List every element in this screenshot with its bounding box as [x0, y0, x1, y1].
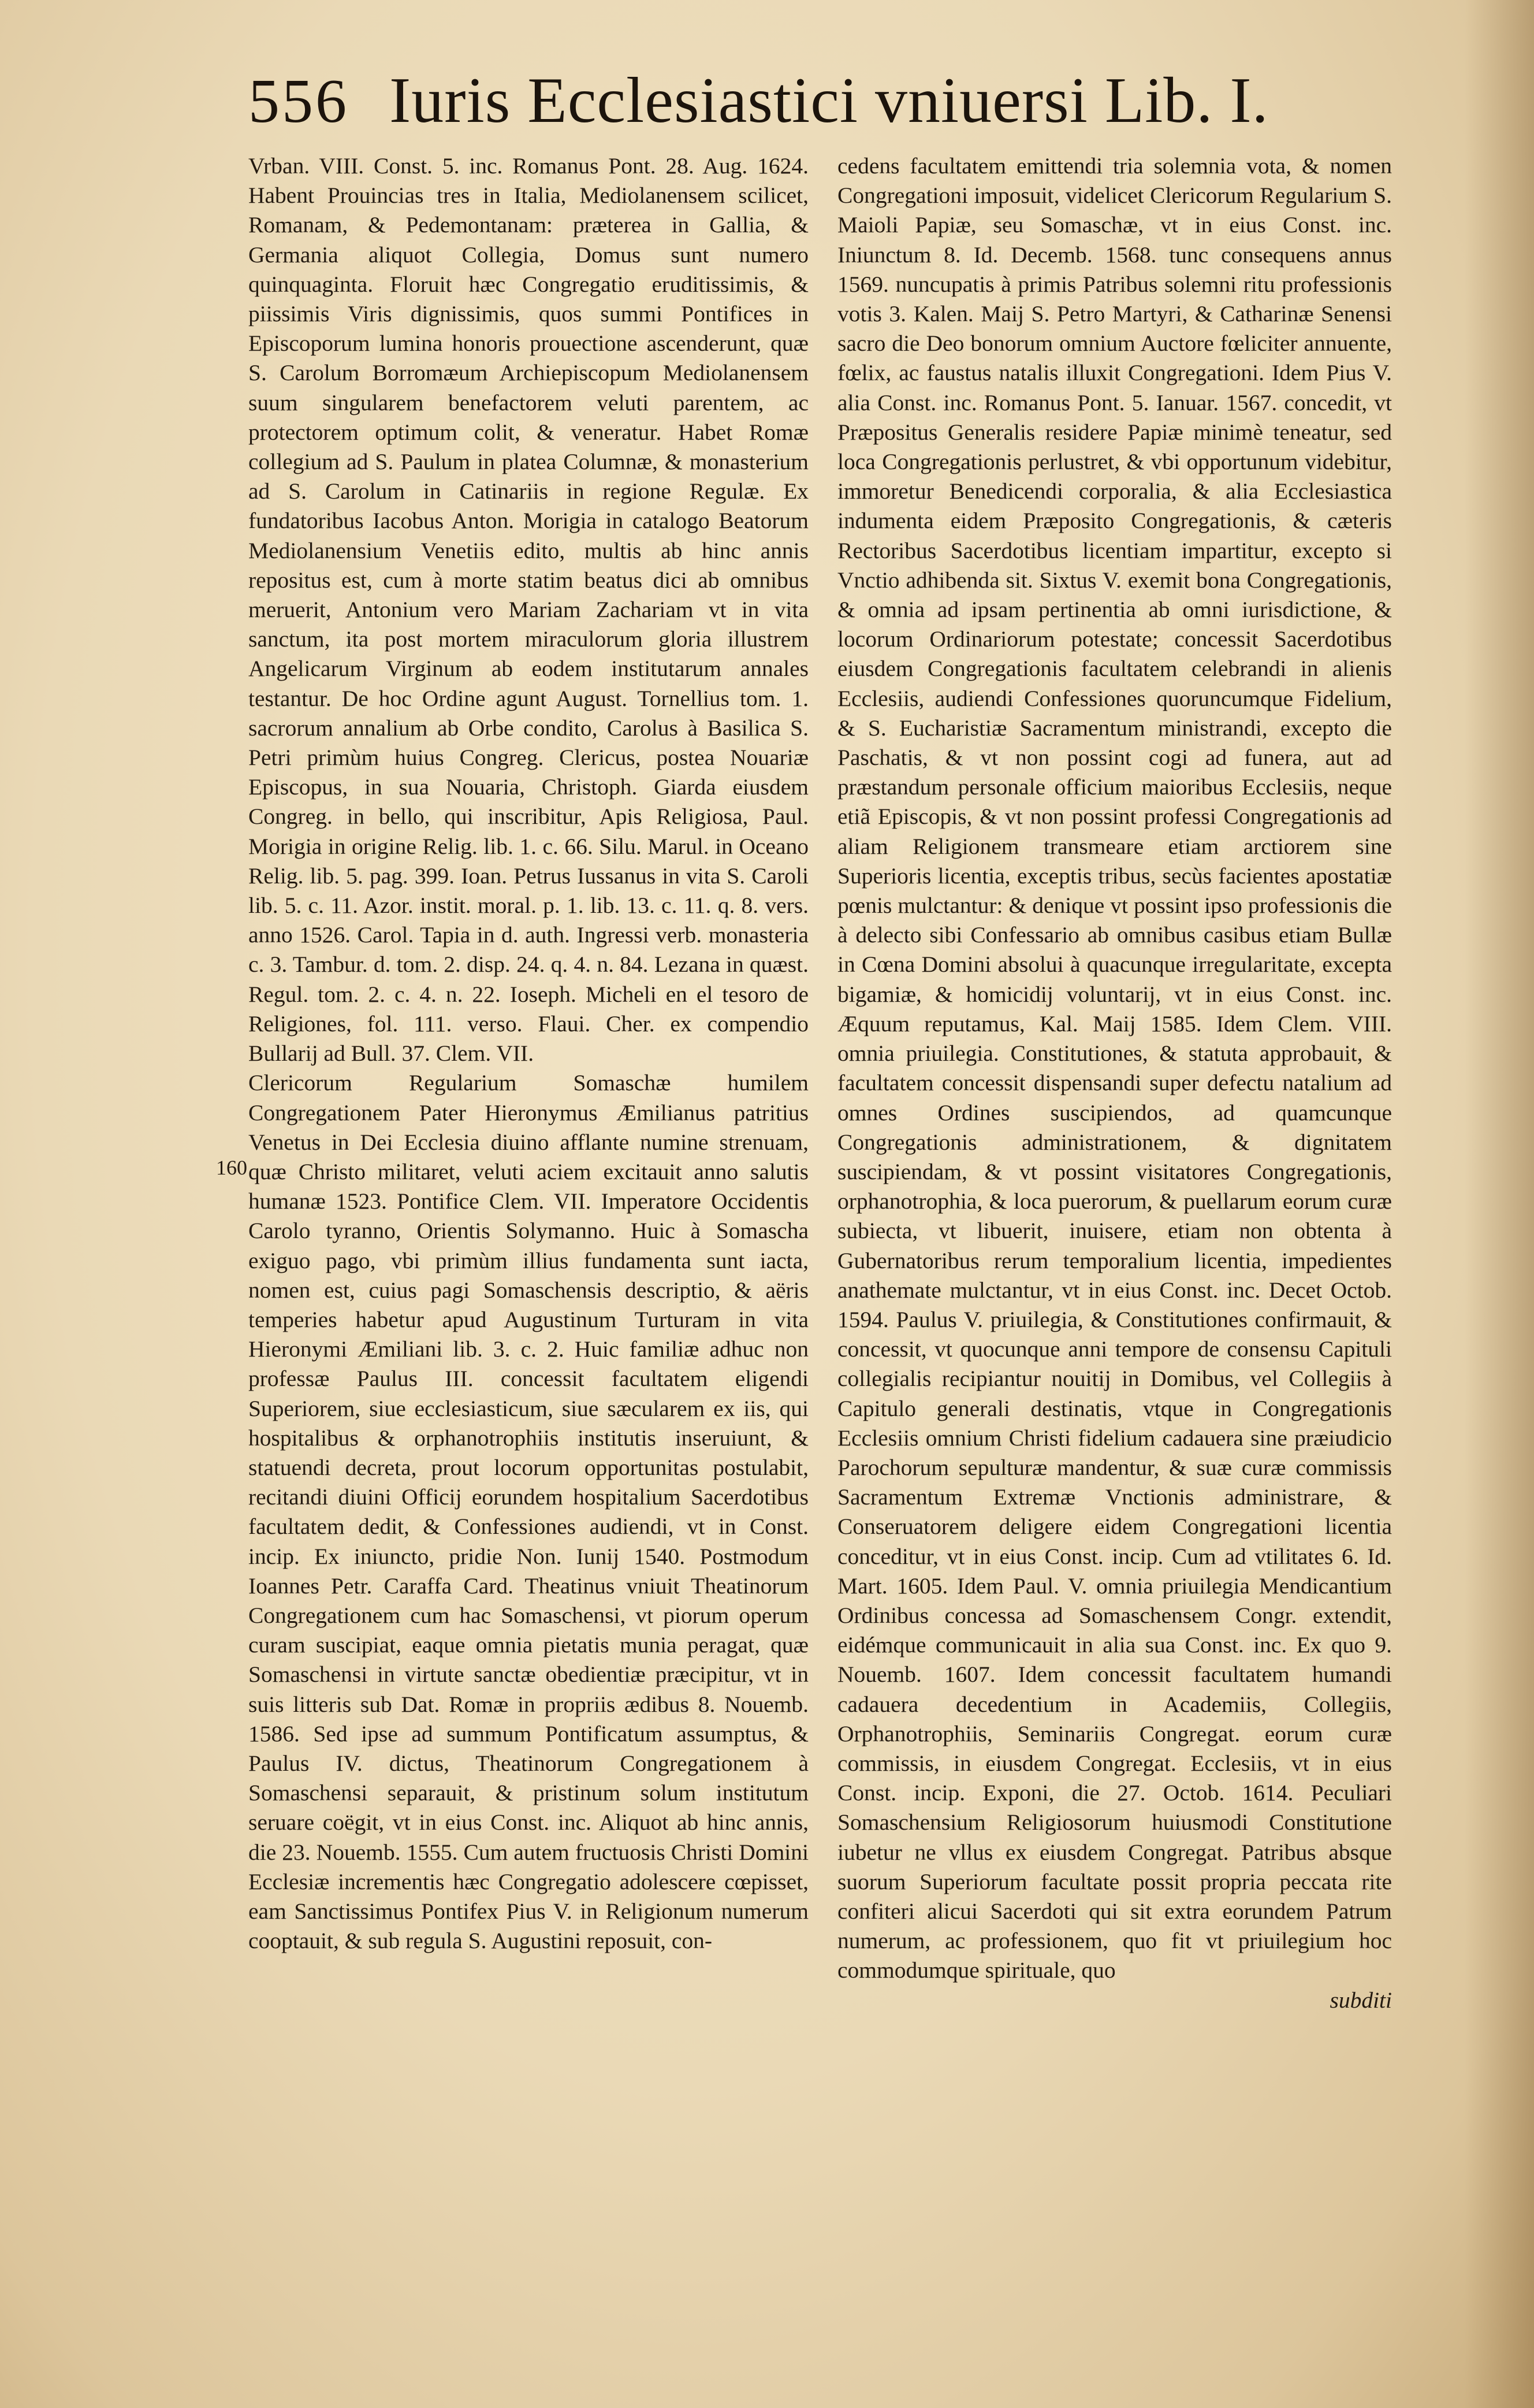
page-header [248, 64, 1269, 150]
page-number: 556 [248, 67, 349, 136]
right-column [837, 151, 1392, 2381]
left-column [248, 151, 809, 2364]
margin-section-number: 160 [216, 1156, 247, 1179]
catchword: subditi [1330, 1987, 1392, 2013]
right-paragraph-1: cedens facultatem emittendi tria solemnia vota, & nomen Congregationi imposuit, videlicet Clericorum Regularium S. Maioli Papiæ, seu Somaschæ, vt in eius Const. inc. Iniunctum 8. Id. Decemb. 1568. tunc consequens annus 1569. nuncupatis à primis Patribus solemni ritu professionis votis 3. Kalen. Maij S. Petro Martyri, & Catharinæ Senensi sacro die Deo bonorum omnium Auctore fœliciter annuente, fœlix, ac faustus natalis illuxit Congregationi. Idem Pius V. alia Const. inc. Romanus Pont. 5. Ianuar. 1567. concedit, vt Præpositus Generalis residere Papiæ minimè teneatur, sed loca Congregationis perlustret, & vbi opportunum videbitur, immoretur Benedicendi corporalia, & alia Ecclesiastica indumenta eidem Præposito Congregationis, & cæteris Rectoribus Sacerdotibus licentiam impartitur, excepto si Vnctio adhibenda sit. Sixtus V. exemit bona Congregationis, & omnia ad ipsam pertinentia ab omni iurisdictione, & locorum Ordinariorum potestate; concessit Sacerdotibus eiusdem Congregationis facultatem celebrandi in alienis Ecclesiis, audiendi Confessiones quoruncumque Fidelium, & S. Eucharistiæ Sacramentum ministrandi, excepto die Paschatis, & vt non possint cogi ad funera, aut ad præstandum personale officium maioribus Ecclesiis, neque etiã Episcopis, & vt non possint professi Congregationis ad aliam Religionem transmeare etiam arctiorem sine Superioris licentia, exceptis tribus, secùs facientes apostatiæ pœnis mulctantur: & denique vt possint ipso professionis die à delecto sibi Confessario ab omnibus casibus etiam Bullæ in Cœna Domini absolui à quacunque irregularitate, excepta bigamiæ, & homicidij voluntarij, vt in eius Const. inc. Æquum reputamus, Kal. Maij 1585. Idem Clem. VIII. omnia priuilegia. Constitutiones, & statuta approbauit, & facultatem concessit dispensandi super defectu natalium ad omnes Ordines suscipiendos, ad quamcunque Congregationis administrationem, & dignitatem suscipiendam, & vt possint visitatores Congregationis, orphanotrophia, & loca puerorum, & puellarum eorum curæ subiecta, vt libuerit, inuisere, etiam non obtenta à Gubernatoribus rerum temporalium licentia, impedientes anathemate mulctantur, vt in eius Const. inc. Decet Octob. 1594. Paulus V. priuilegia, & Constitutiones confirmauit, & concessit, vt quocunque anni tempore de consensu Capituli collegialis recipiantur nouitij in Domibus, vel Collegiis à Capitulo generali destinatis, vtque in Congregationis Ecclesiis omnium Christi fidelium cadauera sine præiudicio Parochorum sepulturæ mandentur, & suæ curæ commissis Sacramentum Extremæ Vnctionis administrare, & Conseruatorem deligere eidem Congregationi licentia conceditur, vt in eius Const. incip. Cum ad vtilitates 6. Id. Mart. 1605. Idem Paul. V. omnia priuilegia Mendicantium Ordinibus concessa ad Somaschensem Congr. extendit, eidémque communicauit in alia sua Const. inc. Ex quo 9. Nouemb. 1607. Idem concessit facultatem humandi cadauera decedentium in Academiis, Collegiis, Orphanotrophiis, Seminariis Congregat. eorum curæ commissis, in eiusdem Congregat. Ecclesiis, vt in eius Const. incip. Exponi, die 27. Octob. 1614. Peculiari Somaschensium Religiosorum huiusmodi Constitutione iubetur ne vllus ex eiusdem Congregat. Patribus absque suorum Superiorum facultate possit propria peccata rite confiteri alicui Sacerdoti qui sit extra eorundem Patrum numerum, ac professionem, quo fit vt priuilegium hoc commodumque spirituale, quo [837, 153, 1392, 1983]
left-paragraph-1: Vrban. VIII. Const. 5. inc. Romanus Pont. 28. Aug. 1624. Habent Prouincias tres in Italia, Mediolanensem scilicet, Romanam, & Pedemontanam: præterea in Gallia, & Germania aliquot Collegia, Domus sunt numero quinquaginta. Floruit hæc Congregatio eruditissimis, & piissimis Viris dignissimis, quos summi Pontifices in Episcoporum lumina honoris prouectione ascenderunt, quæ S. Carolum Borromæum Archiepiscopum Mediolanensem suum singularem benefactorem veluti parentem, ac protectorem optimum colit, & veneratur. Habet Romæ collegium ad S. Paulum in platea Columnæ, & monasterium ad S. Carolum in Catinariis in regione Regulæ. Ex fundatoribus Iacobus Anton. Morigia in catalogo Beatorum Mediolanensium Venetiis edito, multis ab hinc annis repositus est, cum à morte statim beatus dici ab omnibus meruerit, Antonium vero Mariam Zachariam vt in vita sanctum, ita post mortem miraculorum gloria illustrem Angelicarum Virginum ab eodem institutarum annales testantur. De hoc Ordine agunt August. Tornellius tom. 1. sacrorum annalium ab Orbe condito, Carolus à Basilica S. Petri primùm huius Congreg. Clericus, postea Nouariæ Episcopus, in sua Nouaria, Christoph. Giarda eiusdem Congreg. in bello, qui inscribitur, Apis Religiosa, Paul. Morigia in origine Relig. lib. 1. c. 66. Silu. Marul. in Oceano Relig. lib. 5. pag. 399. Ioan. Petrus Iussanus in vita S. Caroli lib. 5. c. 11. Azor. instit. moral. p. 1. lib. 13. c. 11. q. 8. vers. anno 1526. Carol. Tapia in d. auth. Ingressi verb. monasteria c. 3. Tambur. d. tom. 2. disp. 24. q. 4. n. 84. Lezana in quæst. Regul. tom. 2. c. 4. n. 22. Ioseph. Micheli en el tesoro de Religiones, fol. 111. verso. Flaui. Cher. ex compendio Bullarij ad Bull. 37. Clem. VII. [248, 153, 809, 1066]
left-paragraph-2: Clericorum Regularium Somaschæ humilem Congregationem Pater Hieronymus Æmilianus patritius Venetus in Dei Ecclesia diuino afflante numine strenuam, quæ Christo militaret, veluti aciem excitauit anno salutis humanæ 1523. Pontifice Clem. VII. Imperatore Occidentis Carolo tyranno, Orientis Solymanno. Huic à Somascha exiguo pago, vbi primùm illius fundamenta sunt iacta, nomen est, cuius pagi Somaschensis descriptio, & aëris temperies habetur apud Augustinum Turturam in vita Hieronymi Æmiliani lib. 3. c. 2. Huic familiæ adhuc non professæ Paulus III. concessit facultatem eligendi Superiorem, siue ecclesiasticum, siue sæcularem ex iis, qui hospitalibus & orphanotrophiis institutis inseruiunt, & statuendi decreta, prout locorum opportunitas postulabit, recitandi diuini Officij eorundem hospitalium Sacerdotibus facultatem dedit, & Confessiones audiendi, vt in Const. incip. Ex iniuncto, pridie Non. Iunij 1540. Postmodum Ioannes Petr. Caraffa Card. Theatinus vniuit Theatinorum Congregationem cum hac Somaschensi, vt piorum operum curam suscipiat, eaque omnia pietatis munia peragat, quæ Somaschensi in virtute sanctæ obedientiæ præcipitur, vt in suis litteris sub Dat. Romæ in propriis ædibus 8. Nouemb. 1586. Sed ipse ad summum Pontificatum assumptus, & Paulus IV. dictus, Theatinorum Congregationem à Somaschensi separauit, & pristinum solum institutum seruare coëgit, vt in eius Const. inc. Aliquot ab hinc annis, die 23. Nouemb. 1555. Cum autem fructuosis Christi Domini Ecclesiæ incrementis hæc Congregatio adolescere cœpisset, eam Sanctissimus Pontifex Pius V. in Religionum numerum cooptauit, & sub regula S. Augustini reposuit, con- [248, 1070, 809, 1954]
page-edge-shadow [1465, 0, 1534, 2408]
running-title: Iuris Ecclesiastici vniuersi Lib. I. [389, 65, 1269, 136]
